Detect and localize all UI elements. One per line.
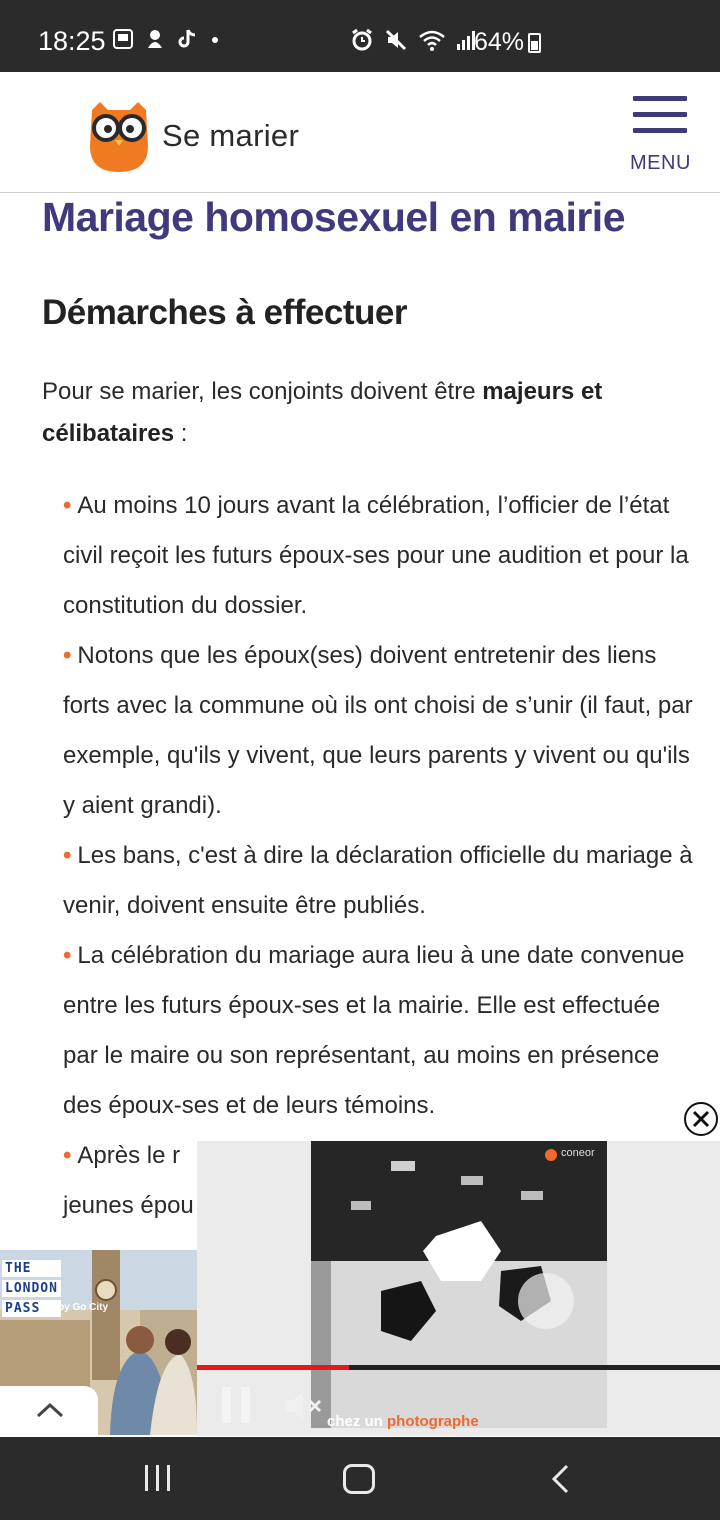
intro-bold: majeurs et célibataires (42, 378, 603, 447)
status-time: 18:25 (38, 26, 106, 56)
video-time: 00:15 / 00:52 (342, 1393, 448, 1413)
list-item-text: La célébration du mariage aura lieu à une date convenue entre les futurs époux-ses et la mairie. Elle est effectuée par le maire ou son représentant, au moins en présence des époux-ses et de leurs témoins. (63, 942, 685, 1119)
bullet-icon: • (63, 1142, 72, 1169)
recents-button[interactable] (145, 1465, 173, 1491)
back-button[interactable] (548, 1463, 572, 1495)
london-pass-logo (2, 1260, 61, 1320)
list-item-text: Notons que les époux(ses) doivent entretenir des liens forts avec la commune où ils ont choisi de s’unir (il faut, par exemple, qu'ils y vivent, que leurs parents y vivent ou qu'ils y aient grandi). (63, 642, 693, 819)
alarm-icon (350, 28, 374, 52)
recents-icon-bar (167, 1465, 170, 1491)
steps-list (63, 481, 693, 1231)
london-pass-line: LONDON (2, 1280, 61, 1297)
london-pass-line: PASS (2, 1300, 61, 1317)
list-item (63, 481, 693, 631)
page-title: Mariage homosexuel en mairie (42, 194, 626, 240)
pause-icon (222, 1387, 231, 1423)
battery-percentage: 64% (474, 28, 525, 56)
london-pass-line: THE (2, 1260, 61, 1277)
hamburger-icon-bar (633, 128, 687, 133)
video-progress-bar[interactable] (197, 1365, 720, 1370)
menu-label: MENU (630, 152, 691, 174)
pause-button[interactable] (222, 1387, 252, 1423)
mute-button[interactable] (283, 1389, 325, 1423)
video-frame[interactable] (311, 1141, 607, 1428)
close-icon (686, 1104, 716, 1134)
site-header (0, 72, 720, 193)
section-heading: Démarches à effectuer (42, 293, 407, 332)
mascot-notification-icon (144, 28, 166, 50)
ad-expand-button[interactable] (0, 1386, 98, 1436)
intro-end: : (174, 420, 188, 447)
android-nav-bar (0, 1437, 720, 1520)
wifi-icon (418, 28, 446, 52)
video-brand-logo: coneor (561, 1147, 595, 1159)
mute-icon (384, 28, 408, 52)
intro-paragraph (42, 371, 682, 455)
video-caption (327, 1413, 479, 1430)
video-image (311, 1141, 607, 1428)
chevron-up-icon (36, 1402, 64, 1418)
gallery-notification-icon (112, 28, 134, 50)
menu-button[interactable] (628, 94, 694, 178)
home-button[interactable] (343, 1464, 375, 1494)
list-item-text: jeunes épou (63, 1192, 194, 1219)
recents-icon (145, 1465, 148, 1491)
bullet-icon: • (63, 642, 72, 669)
list-item (63, 631, 693, 831)
tiktok-icon (176, 28, 198, 50)
london-pass-by: by Go City (58, 1302, 109, 1313)
bullet-icon: • (63, 942, 72, 969)
video-caption-text: chez un (327, 1413, 388, 1430)
list-item (63, 831, 693, 931)
video-progress-fill (197, 1365, 349, 1370)
notification-icons (112, 28, 222, 50)
status-bar (0, 0, 720, 72)
bullet-icon: • (63, 492, 72, 519)
list-item-text: Les bans, c'est à dire la déclaration officielle du mariage à venir, doivent ensuite être publiés. (63, 842, 693, 919)
bullet-icon: • (63, 842, 72, 869)
battery-icon (528, 33, 541, 53)
list-item (63, 931, 693, 1131)
recents-icon-bar (156, 1465, 159, 1491)
list-item-text: Au moins 10 jours avant la célébration, l’officier de l’état civil reçoit les futurs époux-ses pour une audition et pour la constitution du dossier. (63, 492, 689, 619)
list-item-text: Après le r (77, 1142, 181, 1169)
video-player[interactable] (197, 1141, 720, 1436)
close-video-button[interactable] (684, 1102, 718, 1136)
system-icons (350, 28, 478, 52)
site-name[interactable]: Se marier (162, 118, 300, 153)
intro-text: Pour se marier, les conjoints doivent être (42, 378, 483, 405)
dot-icon (208, 28, 222, 50)
hamburger-icon (633, 96, 687, 101)
hamburger-icon-bar (633, 112, 687, 117)
owl-logo-icon[interactable] (86, 100, 152, 174)
volume-muted-icon (283, 1389, 325, 1423)
video-caption-highlight: photographe (387, 1413, 479, 1430)
pause-icon-bar (241, 1387, 250, 1423)
